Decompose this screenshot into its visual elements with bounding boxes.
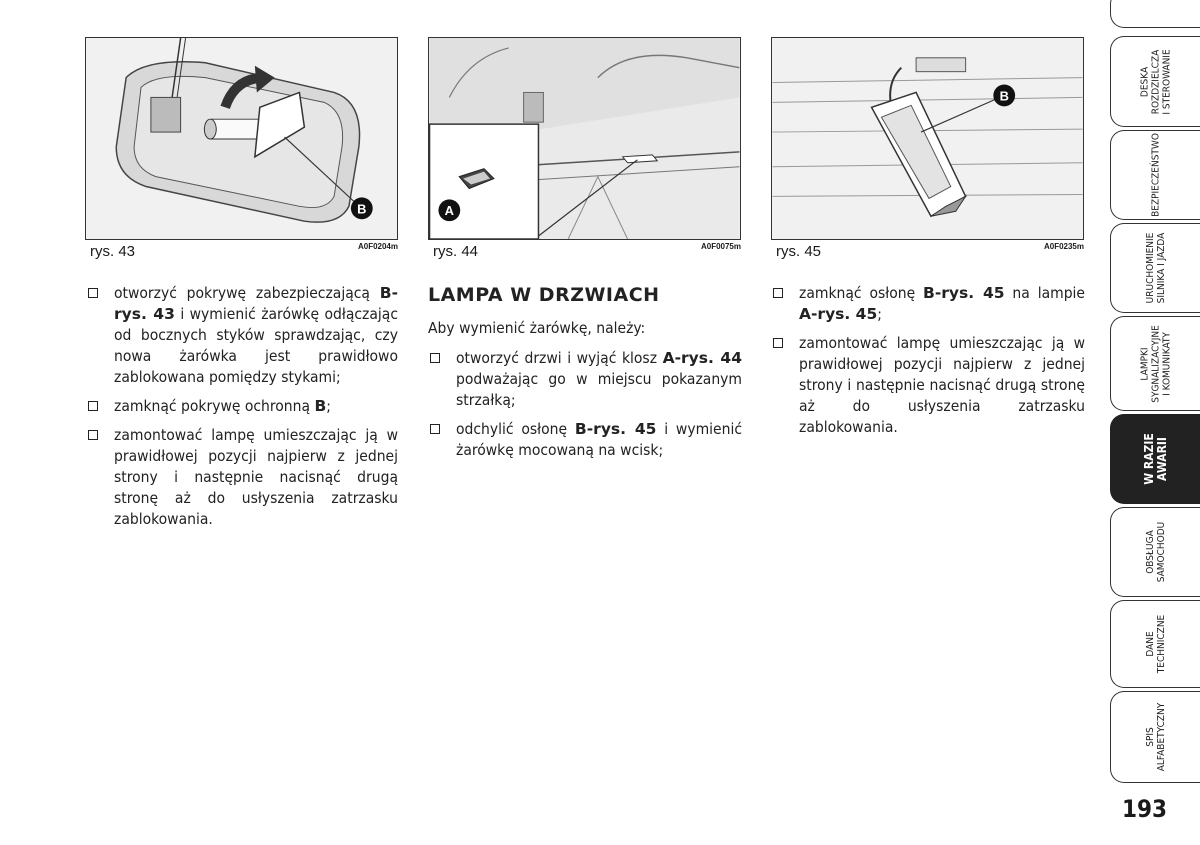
list-item: zamknąć pokrywę ochronną B; <box>86 396 398 417</box>
figure-45-caption <box>771 242 1084 262</box>
list-item: zamontować lampę umieszczając ją w prawidłowej pozycji najpierw z jednej strony i następnie nacisnąć drugą stronę aż do usłyszenia zatrzasku zablokowania. <box>86 425 398 530</box>
lamp-cover-illustration <box>772 38 1083 239</box>
tab-obsluga[interactable]: OBSŁUGA SAMOCHODU <box>1110 507 1200 597</box>
figure-43-caption <box>85 242 398 262</box>
list-item: zamknąć osłonę B-rys. 45 na lampie A-rys. 45; <box>771 283 1085 325</box>
figure-45 <box>771 37 1084 240</box>
text-column-2 <box>428 283 742 469</box>
checkbox-bullet-icon <box>88 430 98 440</box>
figure-43-marker: B <box>357 201 367 217</box>
tab-uruchomienie[interactable]: URUCHOMIENIE SILNIKA I JAZDA <box>1110 223 1200 313</box>
figure-44 <box>428 37 741 240</box>
checkbox-bullet-icon <box>773 338 783 348</box>
tab-lampki[interactable]: LAMPKI SYGNALIZACYJNE I KOMUNIKATY <box>1110 316 1200 411</box>
tab-deska-rozdzielcza[interactable]: DESKA ROZDZIELCZA I STEROWANIE <box>1110 36 1200 127</box>
chapter-tabs <box>1110 0 1200 845</box>
section-heading: LAMPA W DRZWIACH <box>428 284 660 306</box>
figure-label: rys. 45 <box>776 243 822 260</box>
list-item: otworzyć pokrywę zabezpieczającą B-rys. 43 i wymienić żarówkę odłączając od bocznych styków sprawdzając, czy nowa żarówka jest prawidłowo zablokowana pomiędzy stykami; <box>86 283 398 388</box>
door-lamp-illustration <box>429 38 740 239</box>
tab-w-razie-awarii[interactable]: W RAZIE AWARII <box>1110 414 1200 504</box>
list-item: zamontować lampę umieszczając ją w prawidłowej pozycji najpierw z jednej strony i następnie nacisnąć drugą stronę aż do usłyszenia zatrzasku zablokowania. <box>771 333 1085 438</box>
tab-bezpieczenstwo[interactable]: BEZPIECZEŃSTWO <box>1110 130 1200 220</box>
intro-text: Aby wymienić żarówkę, należy: <box>428 319 646 337</box>
figure-label: rys. 43 <box>90 243 136 260</box>
text-column-1 <box>86 283 398 538</box>
figure-45-marker: B <box>999 88 1009 104</box>
list-item: otworzyć drzwi i wyjąć klosz A-rys. 44 podważając go w miejscu pokazanym strzałką; <box>428 348 742 411</box>
figure-44-caption <box>428 242 741 262</box>
figure-code: A0F0204m <box>357 242 398 251</box>
text-column-3 <box>771 283 1085 446</box>
list-item: odchylić osłonę B-rys. 45 i wymienić żarówkę mocowaną na wcisk; <box>428 419 742 461</box>
tab-spis-alfabetyczny[interactable]: SPIS ALFABETYCZNY <box>1110 691 1200 783</box>
checkbox-bullet-icon <box>430 353 440 363</box>
checkbox-bullet-icon <box>88 401 98 411</box>
tab-top-edge <box>1110 0 1200 28</box>
figure-43 <box>85 37 398 240</box>
page-number: 193 <box>1122 795 1168 823</box>
checkbox-bullet-icon <box>88 288 98 298</box>
tab-dane-techniczne[interactable]: DANE TECHNICZNE <box>1110 600 1200 688</box>
checkbox-bullet-icon <box>430 424 440 434</box>
checkbox-bullet-icon <box>773 288 783 298</box>
figure-44-marker: A <box>444 203 454 219</box>
figure-code: A0F0075m <box>700 242 741 251</box>
figure-label: rys. 44 <box>433 243 479 260</box>
lamp-bulb-illustration <box>86 38 397 239</box>
figure-code: A0F0235m <box>1043 242 1084 251</box>
